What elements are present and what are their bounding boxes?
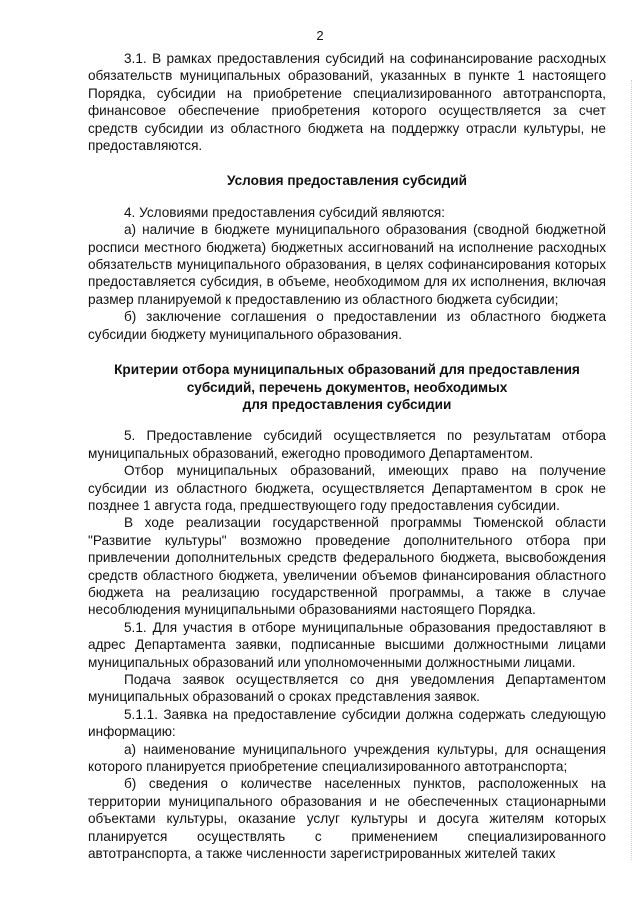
paragraph-5-1: 5.1. Для участия в отборе муниципальные образования предоставляют в адрес Департамента заявки, подписанные высшими должностными лицами муниципальных образований или уполномоченными должностными лицами. (88, 619, 606, 670)
paragraph-5: 5. Предоставление субсидий осуществляется по результатам отбора муниципальных образований, ежегодно проводимого Департаментом. (88, 428, 606, 461)
paragraph-4-a: а) наличие в бюджете муниципального образования (сводной бюджетной росписи местного бюджета) бюджетных ассигнований на исполнение расходных обязательств муниципального образования, в целях софинансирования которых предоставляется субсидия, в объеме, необходимом для их исполнения, включая размер планируемой к предоставлению из областного бюджета субсидии; (88, 222, 606, 307)
paragraph-4: 4. Условиями предоставления субсидий являются: (124, 204, 446, 220)
section-heading-criteria-line-2: субсидий, перечень документов, необходимых (186, 379, 508, 395)
paragraph-5-1-1-a: а) наименование муниципального учреждения культуры, для оснащения которого планируется приобретение специализированного автотранспорта; (88, 741, 606, 775)
paragraph-5-1-1-b: б) сведения о количестве населенных пунктов, расположенных на территории муниципального образования и не обеспеченных стационарными объектами культуры, оказание услуг культуры и досуга жителям которых планируется осуществлять с применением специализированного автотранспорта, а также численности зарегистрированных жителей таких (88, 776, 606, 862)
document-body (88, 50, 606, 862)
page-number: 2 (316, 28, 324, 43)
paragraph-5-1-1: 5.1.1. Заявка на предоставление субсидии должна содержать следующую информацию: (88, 706, 606, 740)
paragraph-3-1: 3.1. В рамках предоставления субсидий на софинансирование расходных обязательств муниципальных образований, указанных в пункте 1 настоящего Порядка, субсидии на приобретение специализированного автотранспорта, финансовое обеспечение приобретения которого осуществляется за счет средств субсидии из областного бюджета на поддержку отрасли культуры, не предоставляются. (88, 51, 606, 154)
section-heading-criteria-line-1: Критерии отбора муниципальных образований для предоставления (114, 362, 580, 378)
paragraph-5-1-submission: Подача заявок осуществляется со дня уведомления Департаментом муниципальных образований о сроках представления заявок. (88, 672, 606, 705)
section-heading-criteria-line-3: для предоставления субсидии (242, 396, 452, 412)
scan-edge-dots (629, 80, 632, 860)
paragraph-5-additional-selection: В ходе реализации государственной программы Тюменской области "Развитие культуры" возможно проведение дополнительного отбора при привлечении дополнительных средств федерального бюджета, высвобождения средств областного бюджета, увеличении объемов финансирования областного бюджета на реализацию государственной программы, а также в случае несоблюдения муниципальными образованиями настоящего Порядка. (88, 515, 606, 618)
paragraph-4-b: б) заключение соглашения о предоставлении из областного бюджета субсидии бюджету муниципального образования. (88, 309, 606, 342)
paragraph-5-selection: Отбор муниципальных образований, имеющих право на получение субсидии из областного бюджета, осуществляется Департаментом в срок не позднее 1 августа года, предшествующего году предоставления субсидии. (88, 463, 606, 513)
section-heading-conditions: Условия предоставления субсидий (226, 173, 467, 189)
